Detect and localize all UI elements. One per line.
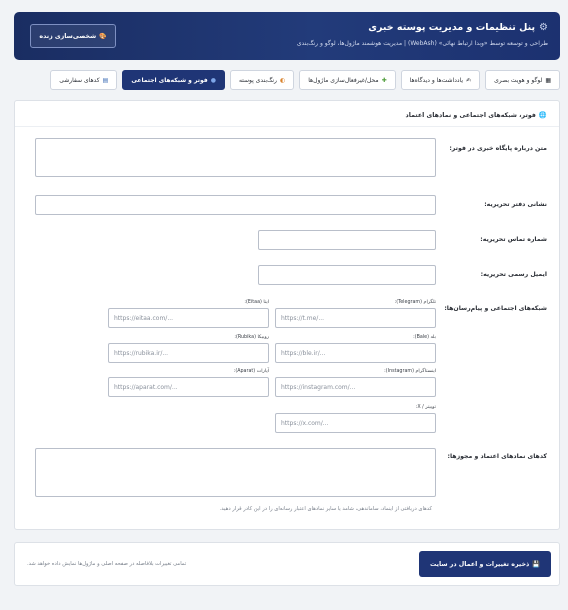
bale-label: بله (Bale): [413,335,436,340]
phone-input[interactable] [258,230,436,250]
section-title [405,111,547,119]
tab-modules[interactable] [299,70,395,90]
page-title [368,22,548,33]
tab-label: کدهای سفارشی [59,76,100,84]
divider [15,126,559,127]
save-bar [14,542,560,586]
rubika-input[interactable] [108,343,269,363]
tab-label: محل/غیرفعال‌سازی ماژول‌ها [308,76,379,84]
panel-header [14,12,560,60]
phone-label: شماره تماس تحریریه: [480,236,547,243]
tab-label: رنگ‌بندی پوسته [238,76,277,84]
tab-colors[interactable] [230,70,294,90]
palette-icon: ◐ [279,76,286,84]
live-customize-label: شخصی‌سازی زنده [39,32,97,40]
settings-panel [14,12,560,586]
tab-footer-social[interactable] [122,70,225,90]
tab-notes[interactable] [401,70,480,90]
about-textarea[interactable] [35,138,436,177]
social-label: شبکه‌های اجتماعی و پیام‌رسان‌ها: [444,305,547,312]
trust-textarea[interactable] [35,448,436,497]
eitaa-label: ایتا (Eitaa): [244,300,269,305]
footer-settings-card [14,100,560,530]
globe-icon: 🌐 [538,111,547,119]
code-icon: ▤ [102,76,109,84]
telegram-label: تلگرام (Telegram): [394,300,436,305]
x-label: توییتر / X: [415,405,436,410]
instagram-input[interactable] [275,377,436,397]
image-icon: ▦ [545,76,551,84]
save-note: تمامی تغییرات بلافاصله در صفحه اصلی و ماژول‌ها نمایش داده خواهد شد. [27,561,187,567]
trust-label: کدهای نمادهای اعتماد و مجوزها: [447,453,547,460]
address-input[interactable] [35,195,436,215]
email-label: ایمیل رسمی تحریریه: [480,271,547,278]
puzzle-icon: ✚ [381,76,387,84]
gear-icon: ⚙ [539,22,548,33]
page-title-text: پنل تنظیمات و مدیریت پوسته خبری [368,22,536,33]
save-button[interactable] [419,551,551,577]
rubika-label: روبیکا (Rubika): [234,335,269,340]
page-subtitle: طراحی و توسعه توسط «وبدا ارتباط نهائی» (WebAsh) | مدیریت هوشمند ماژول‌ها، لوگو و رنگ‌بندی [296,40,548,47]
tab-custom-code[interactable] [50,70,117,90]
section-title-text: فوتر، شبکه‌های اجتماعی و نمادهای اعتماد [405,111,536,119]
floppy-icon: 💾 [532,561,541,568]
save-button-label: ذخیره تغییرات و اعمال در سایت [429,560,530,568]
palette-icon: 🎨 [99,32,107,40]
live-customize-button[interactable] [30,24,116,48]
instagram-label: اینستاگرام (Instagram): [384,369,436,374]
aparat-label: آپارات (Aparat): [233,369,269,374]
address-label: نشانی دفتر تحریریه: [484,201,547,208]
settings-tabs [14,70,560,90]
x-input[interactable] [275,413,436,433]
tab-label: لوگو و هویت بصری [494,76,543,84]
about-label: متن درباره پایگاه خبری در فوتر: [449,145,547,152]
bale-input[interactable] [275,343,436,363]
tab-label: فوتر و شبکه‌های اجتماعی [131,76,208,84]
telegram-input[interactable] [275,308,436,328]
trust-helper-text: کدهای دریافتی از اینماد، ساماندهی، شامد یا سایر نمادهای اعتبار رسانه‌ای را در این کادر قرار دهید. [219,506,432,512]
globe-icon: ● [210,76,216,84]
eitaa-input[interactable] [108,308,269,328]
aparat-input[interactable] [108,377,269,397]
tab-label: یادداشت‌ها و دیدگاه‌ها [409,76,464,84]
email-input[interactable] [258,265,436,285]
tab-logo[interactable] [485,70,560,90]
pen-icon: ✍ [466,76,472,84]
